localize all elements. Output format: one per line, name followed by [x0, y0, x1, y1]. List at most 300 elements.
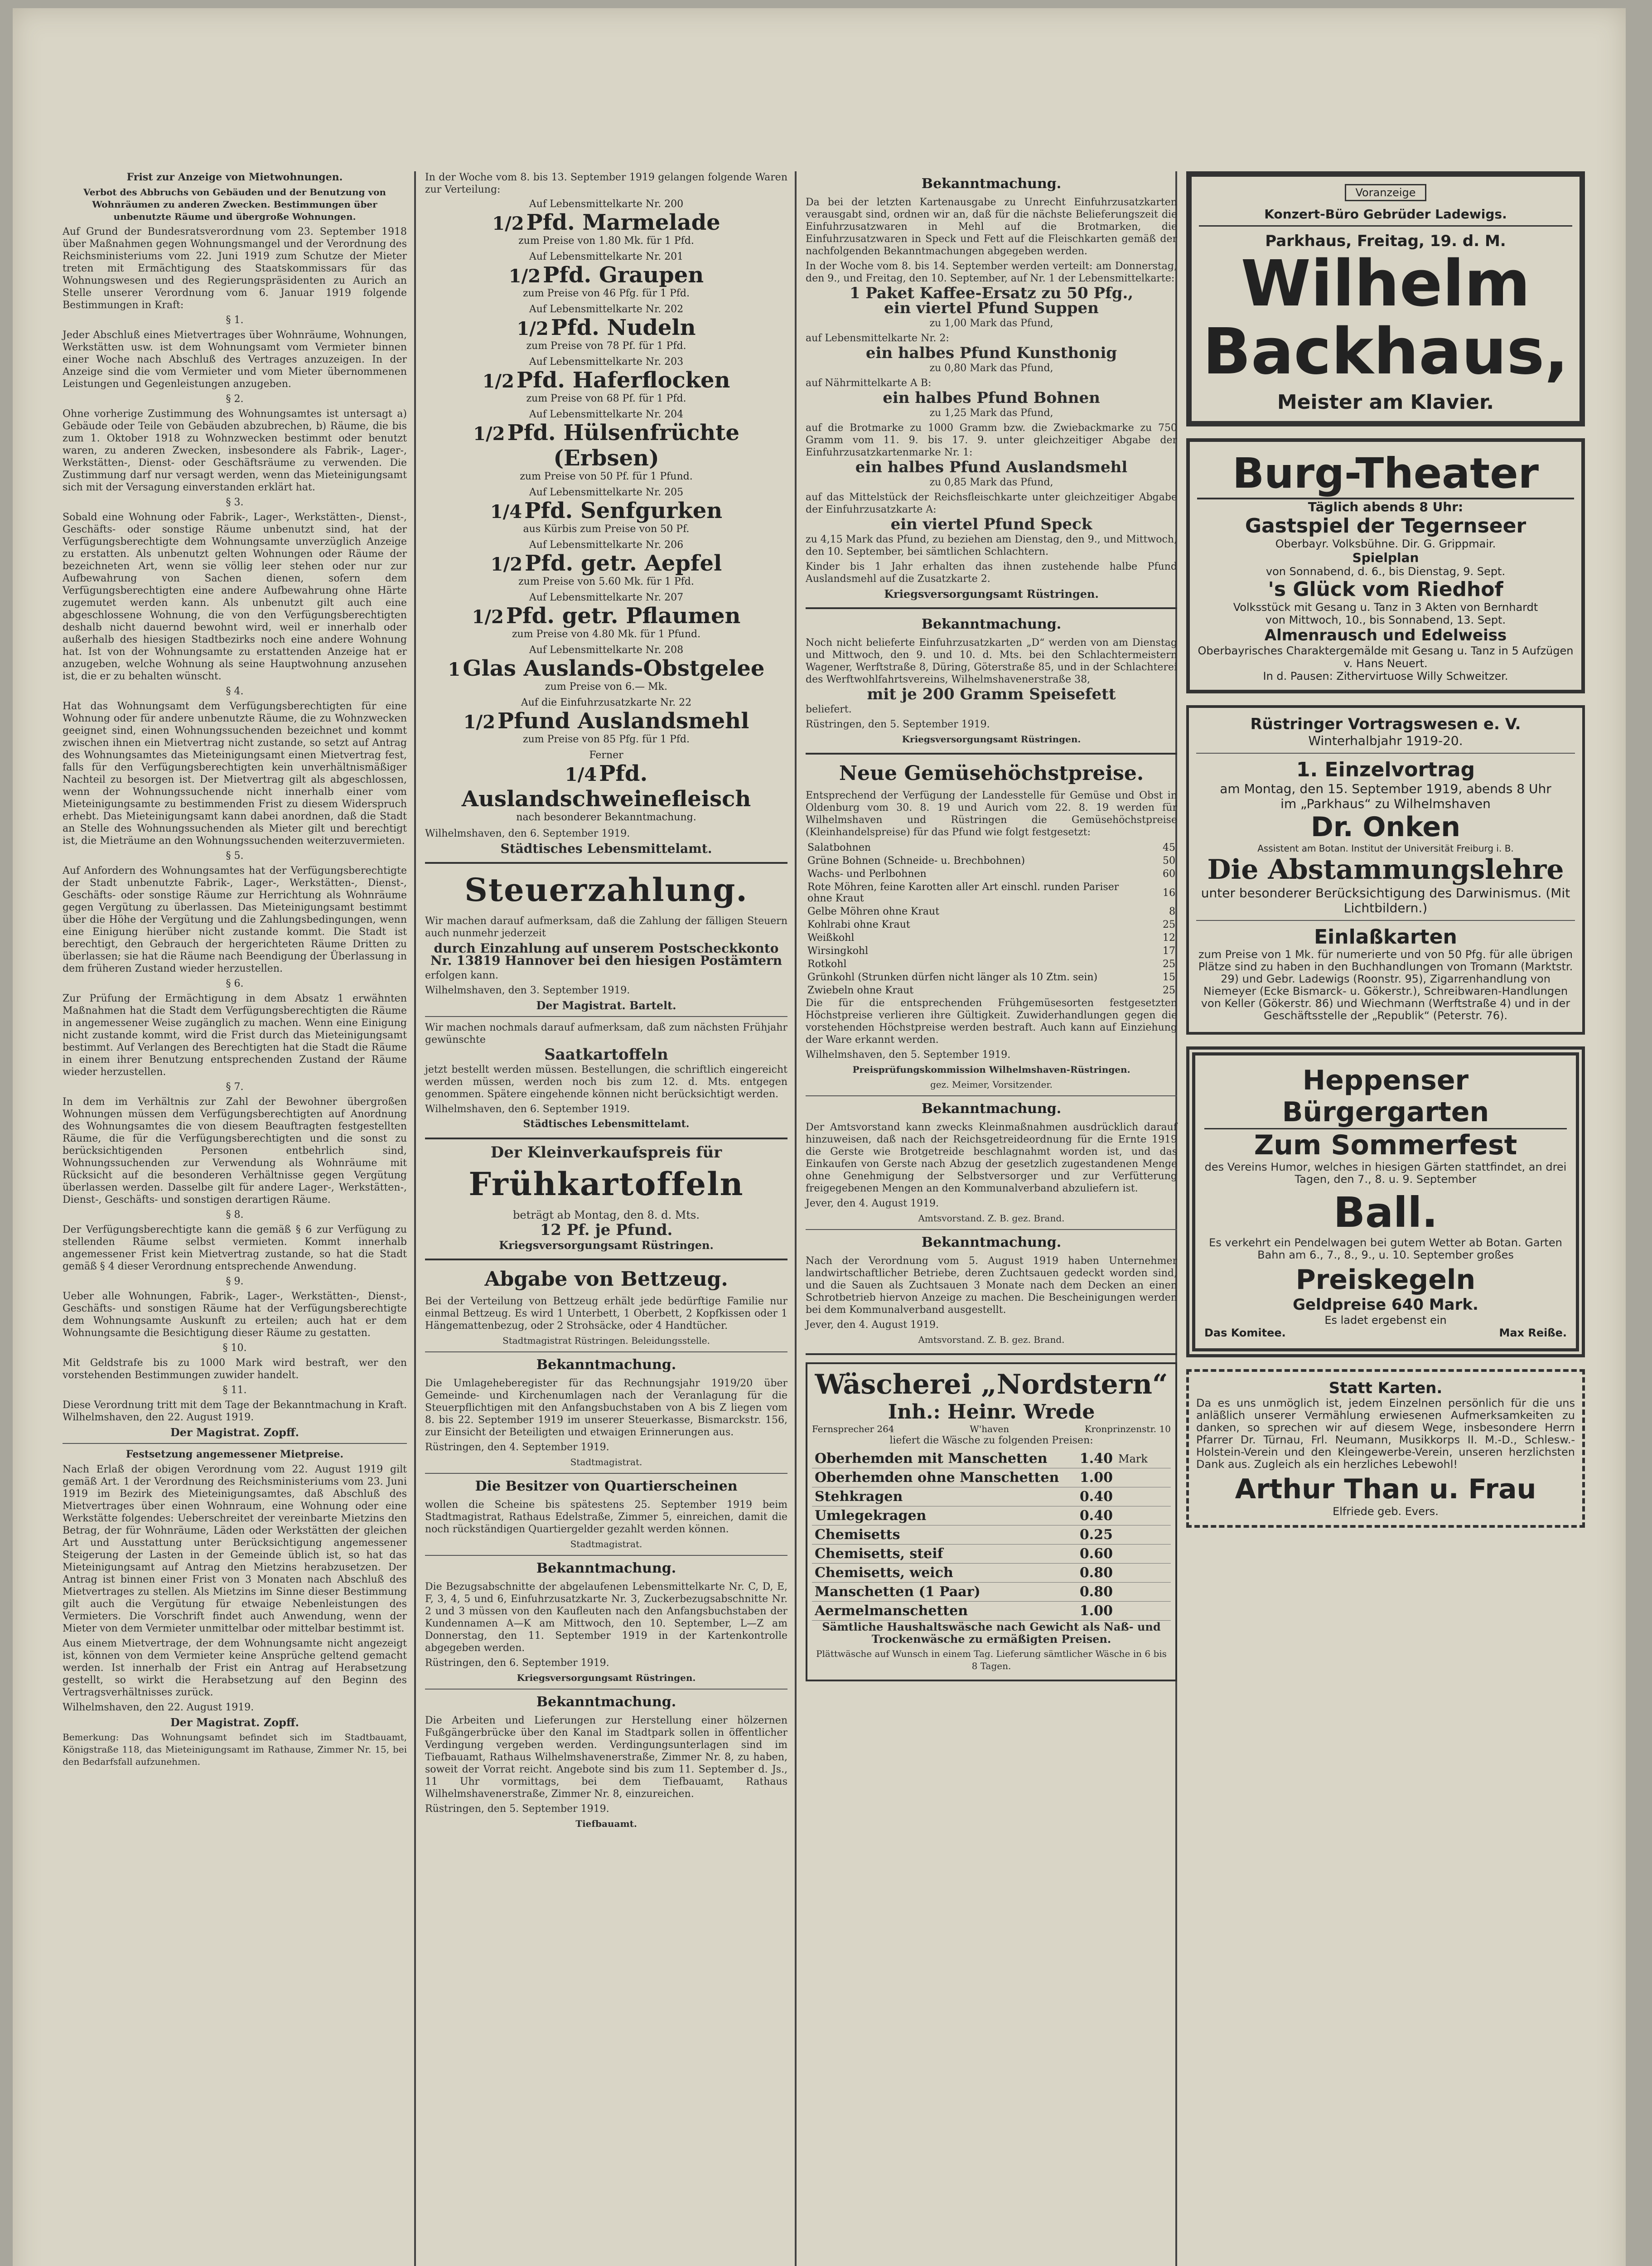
- table-row: [812, 1525, 1171, 1545]
- paragraph-number: § 8.: [226, 1209, 244, 1220]
- invitation: Es ladet ergebenst ein: [1324, 1314, 1447, 1327]
- dateline: Wilhelmshaven, den 6. September 1919.: [425, 1104, 630, 1115]
- ration-card: Auf Lebensmittelkarte Nr. 208: [529, 644, 684, 656]
- lecture-season: Winterhalbjahr 1919-20.: [1308, 733, 1463, 748]
- price: 12 Pf. je Pfund.: [540, 1221, 673, 1239]
- theater-ad: [1186, 438, 1585, 693]
- divider: [425, 862, 787, 864]
- ration-price: zum Preise von 1.80 Mk. für 1 Pfd.: [518, 235, 694, 247]
- ration-product: Pfd. Senfgurken: [524, 498, 723, 523]
- ration-price: zum Preise von 85 Pfg. für 1 Pfd.: [523, 734, 690, 745]
- laundry-ad: [806, 1362, 1177, 1681]
- signature: gez. Meimer, Vorsitzender.: [930, 1079, 1053, 1090]
- paragraph: Wir machen darauf aufmerksam, daß die Zahlung der fälligen Steuern auch nunmehr jederzeit: [425, 915, 787, 939]
- divider: [806, 1353, 1177, 1355]
- heading-tax: Steuerzahlung.: [464, 871, 748, 909]
- heading-notice: Bekanntmachung.: [536, 1357, 676, 1373]
- lecture-topic: Die Abstammungslehre: [1207, 854, 1564, 886]
- divider: [425, 1555, 787, 1556]
- section-lead: Verbot des Abbruchs von Gebäuden und der Benutzung von Wohnräumen zu anderen Zwecken. Bestimmungen über unbenutzte Räume und übergroße Wohnungen.: [83, 187, 386, 222]
- ration-item: [425, 644, 787, 692]
- heading-notice: Bekanntmachung.: [536, 1694, 676, 1710]
- column-advertisements: [1186, 171, 1585, 1540]
- paragraph: Nach Erlaß der obigen Verordnung vom 22. August 1919 gilt gemäß Art. 1 der Verordnung des Reichsministeriums vom 23. Juni 1919 im Bezirk des Mieteinigungsamtes, daß Abschluß des Mietvertrages über einen Wohnraum, eine Wohnung oder eine Werkstätte folgendes: Ueberschreitet der vereinbarte Mietzins den Betrag, der für Wohnräume, Läden oder Werkstätten der gleichen Art und Ausstattung unter Berücksichtigung angemessener Steigerung der Lasten in der Gemeinde üblich ist, so hat das Mieteinigungsamt auf Antrag den Mietzins herabzusetzen. Der Antrag ist binnen einer Frist von 3 Monaten nach Abschluß des Mietvertrages zu stellen. Als Mietzins im Sinne dieser Bestimmung gilt auch die Vergütung für etwaige Nebenleistungen des Vermieters. Die Vorschrift findet auch Anwendung, wenn der Mieter von dem Vermieter unmittelbar oder mittelbar bestimmt ist.: [63, 1464, 407, 1634]
- laundry-item: Oberhemden mit Manschetten: [812, 1449, 1065, 1468]
- ration-price: zu 1,25 Mark das Pfund,: [929, 407, 1053, 419]
- laundry-unit: [1116, 1506, 1171, 1525]
- paragraph: Bei der Verteilung von Bettzeug erhält jede bedürftige Familie nur einmal Bettzeug. Es wird 1 Unterbett, 1 Oberbett, 2 Kopfkissen oder 1 Hängemattenbezug, oder 2 Strohsäcke, oder 4 Handtücher.: [425, 1296, 787, 1332]
- signature: Tiefbauamt.: [575, 1818, 637, 1829]
- ration-card: Auf Lebensmittelkarte Nr. 202: [529, 304, 684, 315]
- lecture-venue: im „Parkhaus“ zu Wilhelmshaven: [1280, 796, 1491, 811]
- ad-owner: Inh.: Heinr. Wrede: [888, 1400, 1095, 1424]
- ration-price: zum Preise von 78 Pf. für 1 Pfd.: [526, 340, 686, 352]
- vegetable-name: Rote Möhren, feine Karotten aller Art einschl. runden Pariser ohne Kraut: [807, 881, 1119, 904]
- ration-product: Pfd. getr. Pflaumen: [506, 603, 741, 629]
- theater-schedule-heading: Spielplan: [1352, 550, 1419, 565]
- ration-list: [425, 199, 787, 823]
- vegetable-price: 50: [1163, 855, 1175, 867]
- table-row: [812, 1468, 1171, 1487]
- vegetable-price: 12: [1163, 932, 1175, 944]
- ration-product: Pfd. Hülsenfrüchte (Erbsen): [507, 420, 739, 471]
- vegetable-price: 25: [1163, 959, 1175, 970]
- laundry-price: 1.00: [1065, 1468, 1116, 1487]
- theater-play-desc: Volksstück mit Gesang u. Tanz in 3 Akten von Bernhardt: [1233, 601, 1538, 614]
- paragraph: Nach der Verordnung vom 5. August 1919 haben Unternehmer landwirtschaftlicher Betriebe, deren Zuchtsauen gedeckt worden sind, und die Sauen als Zuchtsauen 3 Monate nach dem Decken an einen Schrotbetrieb hiervon Anzeige zu machen. Die Bescheinigungen werden bei dem Kommunalverband ausgestellt.: [806, 1255, 1177, 1316]
- thanks-ad: [1186, 1369, 1585, 1528]
- theater-daily: Täglich abends 8 Uhr:: [1308, 499, 1464, 514]
- ration-item: [425, 487, 787, 535]
- preview-tag: Voranzeige: [1345, 184, 1426, 201]
- paragraph: Ohne vorherige Zustimmung des Wohnungsamtes ist untersagt a) Gebäude oder Teile von Gebäuden abzubrechen, b) Räume, die bis zum 1. Oktober 1918 zu Wohnzwecken bestimmt oder benutzt waren, zu anderen Zwecken, insbesondere als Fabrik-, Lager-, Werkstätten-, Dienst- oder Geschäftsräume zu verwenden. Die Zustimmung darf nur versagt werden, wenn das Mieteinigungsamt sich mit der Versagung einverstanden erklärt hat.: [63, 408, 407, 493]
- divider: [806, 1095, 1177, 1096]
- vegetable-name: Weißkohl: [807, 932, 855, 944]
- signature: Der Magistrat. Bartelt.: [536, 999, 676, 1012]
- vegetable-name: Gelbe Möhren ohne Kraut: [807, 906, 940, 917]
- paragraph: Kinder bis 1 Jahr erhalten das ihnen zustehende halbe Pfund Auslandsmehl auf die Zusatzkarte 2.: [806, 561, 1177, 585]
- paragraph-number: § 1.: [226, 315, 244, 326]
- divider: [425, 1473, 787, 1474]
- paragraph: Wir machen nochmals darauf aufmerksam, daß zum nächsten Frühjahr gewünschte: [425, 1022, 787, 1046]
- divider: [806, 1229, 1177, 1230]
- laundry-unit: [1116, 1564, 1171, 1583]
- paragraph-number: § 9.: [226, 1276, 244, 1287]
- vegetable-price: 17: [1163, 945, 1175, 957]
- signature: Städtisches Lebensmittelamt.: [523, 1118, 690, 1130]
- column-food-notices: [806, 171, 1177, 1693]
- bowling-heading: Preiskegeln: [1295, 1264, 1476, 1296]
- heading-notice: Bekanntmachung.: [536, 1560, 676, 1576]
- table-row: [806, 958, 1177, 971]
- vegetable-name: Salatbohnen: [807, 842, 871, 853]
- laundry-item: Chemisetts: [812, 1525, 1065, 1545]
- column-municipal-notices: [425, 171, 787, 1833]
- dateline: Wilhelmshaven, den 5. September 1919.: [806, 1049, 1011, 1060]
- ration-product: Pfd. Graupen: [543, 262, 704, 288]
- divider: [425, 1351, 787, 1352]
- ration-product: Pfd. Nudeln: [551, 315, 696, 340]
- paragraph-number: § 3.: [226, 497, 244, 508]
- ration-price: zum Preise von 50 Pf. für 1 Pfund.: [520, 471, 693, 482]
- laundry-item: Manschetten (1 Paar): [812, 1583, 1065, 1602]
- laundry-price: 0.80: [1065, 1583, 1116, 1602]
- emphasis: mit je 200 Gramm Speisefett: [867, 685, 1116, 703]
- laundry-price: 1.40: [1065, 1449, 1116, 1468]
- theater-director: Oberbayr. Volksbühne. Dir. G. Grippmair.: [1275, 537, 1496, 550]
- ration-product: Pfund Auslandsmehl: [498, 708, 749, 734]
- performer-first-name: Wilhelm: [1241, 247, 1531, 321]
- vegetable-price-table: [806, 841, 1177, 997]
- section-title: Frist zur Anzeige von Mietwohnungen.: [126, 171, 343, 183]
- signature: Stadtmagistrat Rüstringen. Beleidungsstelle.: [502, 1335, 710, 1346]
- ad-contact: [812, 1424, 1171, 1434]
- signature: Preisprüfungskommission Wilhelmshaven-Rüstringen.: [852, 1064, 1130, 1075]
- laundry-item: Aermelmanschetten: [812, 1602, 1065, 1621]
- signature: Kriegsversorgungsamt Rüstringen.: [902, 734, 1081, 745]
- lecture-ad: [1186, 705, 1585, 1035]
- dateline: Jever, den 4. August 1919.: [806, 1198, 939, 1209]
- tickets-heading: Einlaßkarten: [1314, 925, 1457, 949]
- table-row: [806, 881, 1177, 905]
- laundry-unit: [1116, 1545, 1171, 1564]
- ration-price: zum Preise von 6.— Mk.: [545, 681, 667, 692]
- ration-quantity: 1/4: [565, 764, 597, 785]
- ration-quantity: 1/2: [463, 712, 495, 733]
- vegetable-price: 25: [1163, 985, 1175, 996]
- dateline: Rüstringen, den 5. September 1919.: [425, 1803, 609, 1815]
- performer-subtitle: Meister am Klavier.: [1277, 391, 1494, 414]
- ad-address: Kronprinzenstr. 10: [1084, 1424, 1171, 1434]
- table-row: [812, 1487, 1171, 1506]
- dateline: Wilhelmshaven, den 22. August 1919.: [63, 1702, 254, 1713]
- heading-notice: Bekanntmachung.: [921, 1101, 1062, 1117]
- lecture-org: Rüstringer Vortragswesen e. V.: [1250, 715, 1521, 733]
- laundry-unit: Mark: [1116, 1449, 1171, 1468]
- ration-card: Auf Lebensmittelkarte Nr. 207: [529, 592, 684, 603]
- table-row: [806, 918, 1177, 931]
- ration-item: ein viertel Pfund Speck: [890, 515, 1092, 533]
- divider: [425, 1138, 787, 1139]
- lecture-topic-sub: unter besonderer Berücksichtigung des Darwinismus. (Mit Lichtbildern.): [1201, 886, 1570, 915]
- thanks-names: Arthur Than u. Frau: [1235, 1473, 1536, 1505]
- paragraph: Diese Verordnung tritt mit dem Tage der Bekanntmachung in Kraft. Wilhelmshaven, den 22. August 1919.: [63, 1399, 407, 1423]
- paragraph: Sobald eine Wohnung oder Fabrik-, Lager-, Werkstätten-, Dienst-, Geschäfts- oder sonstige Räume unbenutzt sind, hat der Verfügungsberechtigte dem Wohnungsamte unverzüglich Anzeige zu erstatten. Als unbenutzt gelten Wohnungen oder Räume der bezeichneten Art, wenn sie völlig leer stehen oder nur zur Aufbewahrung von Sachen dienen, sofern dem Verfügungsberechtigten eine andere Aufbewahrung ohne Härte zugemutet werden kann. Als unbenutzt gilt auch eine abgeschlossene Wohnung, die von den Verfügungsberechtigten deshalb nicht dauernd bewohnt wird, weil er innerhalb oder außerhalb des hiesigen Stadtbezirks noch eine andere Wohnung hat. Ist von der Wohnungsamte zu erstattenden Anzeige hat er anzugeben, welche Wohnung als seine Hauptwohnung anzusehen ist, die er zu behalten wünscht.: [63, 512, 407, 682]
- ration-quantity: 1/2: [508, 266, 541, 287]
- ration-card: Auf Lebensmittelkarte Nr. 204: [529, 409, 684, 420]
- ration-item: [425, 304, 787, 352]
- ration-item: 1 Paket Kaffee-Ersatz zu 50 Pfg.,: [849, 284, 1134, 302]
- committee: Das Komitee.: [1204, 1327, 1286, 1339]
- ration-price: zu 1,00 Mark das Pfund,: [929, 318, 1053, 329]
- dateline: Wilhelmshaven, den 6. September 1919.: [425, 828, 630, 839]
- beer-garden-ad: [1186, 1046, 1585, 1357]
- laundry-unit: [1116, 1487, 1171, 1506]
- garden-title: Heppenser Bürgergarten: [1204, 1065, 1567, 1129]
- festival-text: des Vereins Humor, welches in hiesigen Gärten stattfindet, an drei Tagen, den 7., 8. u. 9. September: [1204, 1161, 1567, 1186]
- table-row: [806, 944, 1177, 958]
- vegetable-name: Rotkohl: [807, 959, 847, 970]
- tickets-text: zum Preise von 1 Mk. für numerierte und von 50 Pfg. für alle übrigen Plätze sind zu haben in den Buchhandlungen von Tromann (Marktstr. 29) und Gebr. Ladewigs (Roonstr. 95), Zigarrenhandlung von Niemeyer (Ecke Bismarck- u. Gökerstr.), Schreibwaren-Handlungen von Keller (Gökerstr. 86) und Wiechmann (Werftstraße 4) und in der Geschäftsstelle der „Republik“ (Peterstr. 76).: [1198, 948, 1573, 1022]
- divider: [425, 1016, 787, 1017]
- laundry-unit: [1116, 1468, 1171, 1487]
- ration-price: zu 4,15 Mark das Pfund, zu beziehen am Dienstag, den 9., und Mittwoch, den 10. September, bei sämtlichen Schlachtern.: [806, 534, 1177, 557]
- signature: Städtisches Lebensmittelamt.: [500, 841, 712, 856]
- ration-price: zu 0,80 Mark das Pfund,: [929, 363, 1053, 374]
- signature: Stadtmagistrat.: [570, 1457, 642, 1467]
- theater-title: Burg-Theater: [1197, 449, 1574, 499]
- ration-card: Auf die Einfuhrzusatzkarte Nr. 22: [521, 697, 692, 708]
- ration-item: [425, 356, 787, 404]
- heading-potatoes: Frühkartoffeln: [469, 1165, 744, 1203]
- ration-card: auf Lebensmittelkarte Nr. 2:: [806, 333, 949, 344]
- ration-price: zu 0,85 Mark das Pfund,: [929, 477, 1053, 488]
- heading-notice: Bekanntmachung.: [921, 1235, 1062, 1250]
- laundry-price: 0.25: [1065, 1525, 1116, 1545]
- ration-item: ein halbes Pfund Bohnen: [883, 389, 1100, 407]
- divider: [1196, 920, 1575, 921]
- column-rule: [795, 171, 797, 2266]
- paragraph: Da bei der letzten Kartenausgabe zu Unrecht Einfuhrzusatzkarten verausgabt sind, ordnen wir an, daß für die nächste Belieferungszeit die Einfuhrzusatzwaren in Mehl auf die Brotmarken, die Einfuhrzusatzwaren in Speck und Fett auf die Fleischkarten gemäß der nachfolgenden Bekanntmachungen abgegeben werden.: [806, 197, 1177, 257]
- laundry-unit: [1116, 1602, 1171, 1621]
- ration-quantity: 1: [448, 659, 461, 680]
- lecture-speaker: Dr. Onken: [1311, 811, 1460, 843]
- laundry-price: 0.80: [1065, 1564, 1116, 1583]
- laundry-price: 0.40: [1065, 1487, 1116, 1506]
- heading-quarters: Die Besitzer von Quartierscheinen: [475, 1478, 738, 1494]
- paragraph: Die für die entsprechenden Frühgemüsesorten festgesetzten Höchstpreise verlieren ihre Gültigkeit. Zuwiderhandlungen gegen die vorstehenden Höchstpreise werden bestraft. Auch kann auf Einziehung der Ware erkannt werden.: [806, 997, 1177, 1046]
- divider: [806, 753, 1177, 755]
- table-row: [806, 971, 1177, 984]
- laundry-item: Stehkragen: [812, 1487, 1065, 1506]
- laundry-price: 0.40: [1065, 1506, 1116, 1525]
- paragraph-number: § 7.: [226, 1081, 244, 1093]
- paragraph: Auf Anfordern des Wohnungsamtes hat der Verfügungsberechtigte der Stadt unbenutzte Fabrik-, Lager-, Werkstätten-, Dienst-, Geschäfts- oder sonstige Räume zur Herrichtung als Wohnräume gegen Vergütung zu überlassen. Das Mieteinigungsamt bestimmt über die Höhe der Vergütung und die Zahlungsbedingungen, wenn eine Einigung hierüber nicht zustande kommt. Die Stadt ist berechtigt, den Gebrauch der hergerichteten Räume Dritten zu überlassen; sie hat die Räume nach Beendigung der Überlassung in dem früheren Zustand wieder herzustellen.: [63, 865, 407, 974]
- paragraph: Die Bezugsabschnitte der abgelaufenen Lebensmittelkarte Nr. C, D, E, F, 3, 4, 5 und 6, Einfuhrzusatzkarte Nr. 3, Zuckerbezugsabschnitte Nr. 2 und 3 müssen von den Kaufleuten nach den Anfangsbuchstaben der Kundennamen A—K am Mittwoch, den 10. September, L—Z am Donnerstag, den 11. September 1919 in der Kartenkontrolle abgegeben werden.: [425, 1581, 787, 1654]
- paragraph-number: § 5.: [226, 850, 244, 862]
- vegetable-name: Grüne Bohnen (Schneide- u. Brechbohnen): [807, 855, 1025, 867]
- ration-card: Auf Lebensmittelkarte Nr. 203: [529, 356, 684, 368]
- ration-quantity: 1/4: [490, 501, 522, 523]
- concert-organizer: Konzert-Büro Gebrüder Ladewigs.: [1199, 207, 1572, 227]
- emphasis: Saatkartoffeln: [544, 1046, 668, 1064]
- ration-item: [425, 750, 787, 823]
- table-row: [806, 867, 1177, 881]
- newspaper-page: [13, 8, 1626, 2266]
- ball-heading: Ball.: [1333, 1188, 1438, 1237]
- concert-ad: [1186, 171, 1585, 426]
- paragraph: Ueber alle Wohnungen, Fabrik-, Lager-, Werkstätten-, Dienst-, Geschäfts- und sonstigen Räume hat der Verfügungsberechtigte dem Wohnungsamte Auskunft zu erteilen; auch hat er dem Wohnungsamte die Besichtigung dieser Räume zu gestatten.: [63, 1291, 407, 1339]
- vegetable-price: 45: [1163, 842, 1175, 853]
- paragraph-number: § 10.: [222, 1342, 247, 1354]
- ration-product: Pfd. Haferflocken: [516, 368, 730, 393]
- signature: Amtsvorstand. Z. B. gez. Brand.: [918, 1213, 1065, 1224]
- ration-item: [425, 697, 787, 745]
- theater-dates: von Sonnabend, d. 6., bis Dienstag, 9. Sept.: [1266, 565, 1506, 578]
- laundry-unit: [1116, 1525, 1171, 1545]
- ad-title: Wäscherei „Nordstern“: [815, 1369, 1168, 1400]
- divider: [425, 1259, 787, 1260]
- lecture-date: am Montag, den 15. September 1919, abends 8 Uhr: [1220, 781, 1551, 796]
- table-row: [806, 841, 1177, 854]
- ad-phone: Fernsprecher 264: [812, 1424, 894, 1434]
- ration-item: ein halbes Pfund Auslandsmehl: [855, 458, 1128, 476]
- prize-money: Geldpreise 640 Mark.: [1293, 1296, 1478, 1314]
- laundry-unit: [1116, 1583, 1171, 1602]
- signature: Kriegsversorgungsamt Rüstringen.: [517, 1672, 696, 1683]
- ration-quantity: 1/2: [482, 371, 514, 392]
- ration-card: Auf Lebensmittelkarte Nr. 200: [529, 199, 684, 210]
- ration-price: nach besonderer Bekanntmachung.: [516, 812, 696, 823]
- heading-vegetable-prices: Neue Gemüsehöchstpreise.: [839, 762, 1144, 785]
- ration-card: auf die Brotmarke zu 1000 Gramm bzw. die Zwiebackmarke zu 750 Gramm vom 11. 9. bis 17. 9. unter gleichzeitiger Abgabe der Einfuhrzusatzkartenmarke Nr. 1:: [806, 422, 1177, 458]
- paragraph: beliefert.: [806, 704, 852, 715]
- paragraph: In dem im Verhältnis zur Zahl der Bewohner übergroßen Wohnungen müssen dem Verfügungsberechtigten auf Anordnung des Wohnungsamtes die von diesem Beauftragten festgestellten Räume, die für die Verfügungsberechtigten und die sonst zu berücksichtigenden Personen entbehrlich sind, Wohnungssuchenden zur Verwendung als Wohnräume mit Rücksicht auf die besonderen Verhältnisse gegen Vergütung überlassen werden. Dasselbe gilt für andere Lager-, Werkstätten-, Dienst-, Geschäfts- und sonstigen derartigen Räume.: [63, 1096, 407, 1206]
- dateline: Rüstringen, den 6. September 1919.: [425, 1657, 609, 1669]
- paragraph: Aus einem Mietvertrage, der dem Wohnungsamte nicht angezeigt ist, können von dem Vermieter keine Ansprüche geltend gemacht werden. Ist innerhalb der Frist ein Antrag auf Herabsetzung gestellt, so wirkt die Herabsetzung auf den Beginn des Vertragsverhältnisses zurück.: [63, 1638, 407, 1698]
- divider: [63, 1443, 407, 1444]
- table-row: [812, 1564, 1171, 1583]
- paragraph: In der Woche vom 8. bis 14. September werden verteilt: am Donnerstag, den 9., und Freitag, den 10. September, auf Nr. 1 der Lebensmittelkarte:: [806, 261, 1177, 284]
- ration-product: Pfd. Auslandschweinefleisch: [461, 761, 751, 812]
- signature: Der Magistrat. Zopff.: [170, 1716, 299, 1729]
- divider: [1196, 753, 1575, 754]
- ration-quantity: 1/2: [517, 318, 549, 339]
- paragraph-number: § 4.: [226, 686, 244, 697]
- dateline: Wilhelmshaven, den 3. September 1919.: [425, 985, 630, 996]
- paragraph-number: § 6.: [226, 978, 244, 989]
- ration-quantity: 1/2: [472, 606, 504, 628]
- table-row: [806, 905, 1177, 918]
- ration-item: ein viertel Pfund Suppen: [884, 299, 1099, 317]
- ration-price: zum Preise von 5.60 Mk. für 1 Pfd.: [518, 576, 694, 587]
- signature: Kriegsversorgungsamt Rüstringen.: [499, 1239, 714, 1252]
- ration-item: [425, 592, 787, 640]
- table-row: [806, 931, 1177, 944]
- table-row: [806, 854, 1177, 867]
- ration-price: zum Preise von 4.80 Mk. für 1 Pfund.: [512, 629, 701, 640]
- ration-quantity: 1/2: [492, 213, 524, 234]
- theater-interlude: In d. Pausen: Zithervirtuose Willy Schweitzer.: [1263, 670, 1508, 683]
- ration-price: zum Preise von 46 Pfg. für 1 Pfd.: [523, 288, 690, 299]
- paragraph: Die Arbeiten und Lieferungen zur Herstellung einer hölzernen Fußgängerbrücke über den Kanal im Stadtpark sollen in öffentlicher Verdingung vergeben werden. Verdingungsunterlagen sind im Tiefbauamt, Rathaus Wilhelmshavenerstraße, Zimmer Nr. 8, zu haben, soweit der Vorrat reicht. Angebote sind bis zum 11. September d. Js., 11 Uhr vormittags, bei dem Tiefbauamt, Rathaus Wilhelmshavenerstraße, Zimmer Nr. 8, einzureichen.: [425, 1715, 787, 1800]
- ration-card: auf Nährmittelkarte A B:: [806, 378, 932, 389]
- ration-card: Auf Lebensmittelkarte Nr. 201: [529, 251, 684, 262]
- vegetable-price: 60: [1163, 868, 1175, 880]
- vegetable-price: 16: [1163, 887, 1175, 899]
- festival-text: Es verkehrt ein Pendelwagen bei gutem Wetter ab Botan. Garten Bahn am 6., 7., 8., 9., u. 10. September großes: [1209, 1236, 1562, 1261]
- paragraph: Auf Grund der Bundesratsverordnung vom 23. September 1918 über Maßnahmen gegen Wohnungsmangel und der Verordnung des Reichsministeriums vom 22. Juni 1919 zum Schutze der Mieter treten mit Ermächtigung des Staatskommissars für das Wohnungswesen und des Regierungspräsidenten zu Aurich an Stelle unserer Verordnung vom 6. Januar 1919 folgende Bestimmungen in Kraft:: [63, 226, 407, 311]
- table-row: [812, 1449, 1171, 1468]
- subheading: Der Kleinverkaufspreis für: [490, 1143, 722, 1162]
- ration-item: ein halbes Pfund Kunsthonig: [865, 344, 1117, 362]
- dateline: Rüstringen, den 5. September 1919.: [806, 719, 990, 730]
- heading-notice: Bekanntmachung.: [921, 616, 1062, 632]
- ration-product: Glas Auslands-Obstgelee: [463, 656, 765, 681]
- paragraph: wollen die Scheine bis spätestens 25. September 1919 beim Stadtmagistrat, Rathaus Edelstraße, Zimmer 5, einreichen, damit die noch rückständigen Quartiergelder gezahlt werden können.: [425, 1499, 787, 1535]
- heading-bedding: Abgabe von Bettzeug.: [484, 1268, 728, 1291]
- table-row: [812, 1583, 1171, 1602]
- lecture-speaker-role: Assistent am Botan. Institut der Universität Freiburg i. B.: [1257, 843, 1514, 854]
- vegetable-name: Kohlrabi ohne Kraut: [807, 919, 910, 930]
- signature: Der Magistrat. Zopff.: [170, 1426, 299, 1439]
- thanks-nee: Elfriede geb. Evers.: [1333, 1505, 1439, 1518]
- vegetable-name: Wachs- und Perlbohnen: [807, 868, 927, 880]
- paragraph: Hat das Wohnungsamt dem Verfügungsberechtigten für eine Wohnung oder für andere unbenutzte Räume, die zu Wohnzwecken geeignet sind, einen Wohnungssuchenden bezeichnet und kommt zwischen ihnen ein Mietvertrag nicht zustande, so setzt auf Antrag des Wohnungsamtes das Mieteinigungsamt einen Mietvertrag fest, falls für den Verfügungsberechtigten kein unverhältnismäßiger Nachteil zu besorgen ist. Der Mietvertrag gilt als abgeschlossen, wenn der Wohnungssuchende nicht innerhalb einer vom Mieteinigungsamte zu bestimmenden Frist zu diesem Widerspruch erhebt. Das Mieteinigungsamt kann dabei anordnen, daß die Stadt an Stelle des Wohnungssuchenden als Mieter gilt und berechtigt ist, die Mieträume an den Wohnungssuchenden weiterzuvermieten.: [63, 701, 407, 847]
- paragraph: Mit Geldstrafe bis zu 1000 Mark wird bestraft, wer den vorstehenden Bestimmungen zuwider handelt.: [63, 1357, 407, 1381]
- vegetable-price: 25: [1163, 919, 1175, 930]
- thanks-text: Da es uns unmöglich ist, jedem Einzelnen persönlich für die uns anläßlich unserer Vermählung erwiesenen Aufmerksamkeiten zu danken, so sprechen wir auf diesem Wege, insbesondere Herrn Pfarrer Dr. Türnau, Frl. Neumann, Musikkorps II. M.-D., Schlesw.-Holstein-Verein und den Kleingewerbe-Verein, unseren herzlichsten Dank aus. Zugleich als ein herzliches Lebewohl!: [1196, 1397, 1575, 1471]
- divider: [806, 607, 1177, 609]
- ration-quantity: 1/2: [473, 423, 505, 445]
- laundry-price: 1.00: [1065, 1602, 1116, 1621]
- ration-card: auf das Mittelstück der Reichsfleischkarte unter gleichzeitiger Abgabe der Einfuhrzusatzkarte A:: [806, 492, 1177, 515]
- festival-heading: Zum Sommerfest: [1254, 1129, 1517, 1161]
- emphasis: durch Einzahlung auf unserem Postscheckkonto Nr. 13819 Hannover bei den hiesigen Postämtern: [430, 941, 783, 968]
- theater-dates: von Mittwoch, 10., bis Sonnabend, 13. Sept.: [1265, 614, 1506, 626]
- theater-guest: Gastspiel der Tegernseer: [1245, 514, 1526, 537]
- heading-notice: Bekanntmachung.: [921, 176, 1062, 192]
- signature: Kriegsversorgungsamt Rüstringen.: [884, 587, 1099, 600]
- ad-footer: Plättwäsche auf Wunsch in einem Tag. Lieferung sämtlicher Wäsche in 6 bis 8 Tagen.: [816, 1648, 1167, 1671]
- ration-price: aus Kürbis zum Preise von 50 Pf.: [523, 523, 690, 535]
- concert-date: Parkhaus, Freitag, 19. d. M.: [1265, 232, 1506, 250]
- ad-city: W'haven: [970, 1424, 1010, 1434]
- paragraph-number: § 2.: [226, 393, 244, 405]
- paragraph: Noch nicht belieferte Einfuhrzusatzkarten „D“ werden von am Dienstag und Mittwoch, den 9. und 10. d. Mts. bei den Schlachtermeistern Wagener, Werftstraße 8, Düring, Göterstraße 85, und in der Schlachterei des Werftwohlfahrtsvereins, Wilhelmshavenerstraße 38,: [806, 637, 1177, 685]
- ration-product: Pfd. getr. Aepfel: [525, 551, 722, 576]
- table-row: [812, 1545, 1171, 1564]
- host-name: Max Reiße.: [1499, 1327, 1567, 1339]
- ration-price: zum Preise von 68 Pf. für 1 Pfd.: [526, 393, 686, 404]
- ration-card: Auf Lebensmittelkarte Nr. 205: [529, 487, 684, 498]
- ad-intro: liefert die Wäsche zu folgenden Preisen:: [889, 1435, 1093, 1446]
- laundry-item: Chemisetts, steif: [812, 1545, 1065, 1564]
- theater-play-desc: Oberbayrisches Charaktergemälde mit Gesang u. Tanz in 5 Aufzügen v. Hans Neuert.: [1198, 644, 1574, 670]
- theater-play: 's Glück vom Riedhof: [1268, 578, 1503, 601]
- table-row: [812, 1602, 1171, 1621]
- paragraph-number: § 11.: [222, 1385, 247, 1396]
- paragraph: Zur Prüfung der Ermächtigung in dem Absatz 1 erwähnten Maßnahmen hat die Stadt dem Verfügungsberechtigten die Räume in angemessener Weise zugänglich zu machen. Wenn eine Einigung nicht zustande kommt, wird die Frist durch das Mieteinigungsamt bestimmt. Auf Verlangen des Berechtigten hat die Stadt die Räume in einem ihrer Benutzung entsprechenden Zustand der Räume wieder herzustellen.: [63, 993, 407, 1078]
- paragraph: Die Umlageheberegister für das Rechnungsjahr 1919/20 über Gemeinde- und Kirchenumlagen nach der Veranlagung für die Steuerpflichtigen mit den Anfangsbuchstaben von A bis Z liegen vom 8. bis 22. September 1919 im unserer Steuerkasse, Bismarckstr. 156, zur Einsicht der Beteiligten und etwaigen Erinnerungen aus.: [425, 1378, 787, 1438]
- dateline: Rüstringen, den 4. September 1919.: [425, 1442, 609, 1453]
- table-row: [812, 1506, 1171, 1525]
- vegetable-name: Wirsingkohl: [807, 945, 869, 957]
- dateline: Jever, den 4. August 1919.: [806, 1319, 939, 1331]
- ad-signatures: [1204, 1327, 1567, 1339]
- laundry-price: 0.60: [1065, 1545, 1116, 1564]
- laundry-price-table: [812, 1449, 1171, 1621]
- section-title: Festsetzung angemessener Mietpreise.: [126, 1448, 344, 1460]
- laundry-item: Umlegekragen: [812, 1506, 1065, 1525]
- paragraph: Entsprechend der Verfügung der Landesstelle für Gemüse und Obst in Oldenburg vom 30. 8. 19 und Aurich vom 22. 8. 19 werden für Wilhelmshaven und Rüstringen die Gemüsehöchstpreise (Kleinhandelspreise) für das Pfund wie folgt festgesetzt:: [806, 790, 1177, 838]
- ration-quantity: 1/2: [490, 554, 523, 575]
- ration-card: Ferner: [589, 750, 623, 761]
- divider: [425, 1689, 787, 1690]
- performer-last-name: Backhaus,: [1203, 315, 1569, 389]
- paragraph: In der Woche vom 8. bis 13. September 1919 gelangen folgende Waren zur Verteilung:: [425, 172, 787, 195]
- table-row: [806, 984, 1177, 997]
- paragraph: Der Amtsvorstand kann zwecks Kleinmaßnahmen ausdrücklich darauf hinzuweisen, daß nach der Reichsgetreideordnung für die Ernte 1919 die Gerste wie Brotgetreide beschlagnahmt worden ist, und das Einkaufen von Gerste nach Abzug der gesetzlich zugestandenen Menge ohne Genehmigung der Selbstversorger und zur Verfütterung freigegebenen Mengen an den Kommunalverband abzuliefern ist.: [806, 1122, 1177, 1194]
- signature: Stadtmagistrat.: [570, 1539, 642, 1549]
- ration-item: [425, 539, 787, 587]
- ration-card: Auf Lebensmittelkarte Nr. 206: [529, 539, 684, 551]
- paragraph: Der Verfügungsberechtigte kann die gemäß § 6 zur Verfügung zu stellenden Räume selbst vermieten. Kommt innerhalb angemessener Frist kein Mietvertrag zustande, so hat die Stadt gemäß § 4 dieser Verordnung entsprechende Anwendung.: [63, 1224, 407, 1272]
- ration-product: Pfd. Marmelade: [526, 210, 720, 235]
- signature: Amtsvorstand. Z. B. gez. Brand.: [918, 1334, 1065, 1345]
- column-housing-ordinance: [63, 171, 407, 1771]
- thanks-heading: Statt Karten.: [1328, 1379, 1443, 1397]
